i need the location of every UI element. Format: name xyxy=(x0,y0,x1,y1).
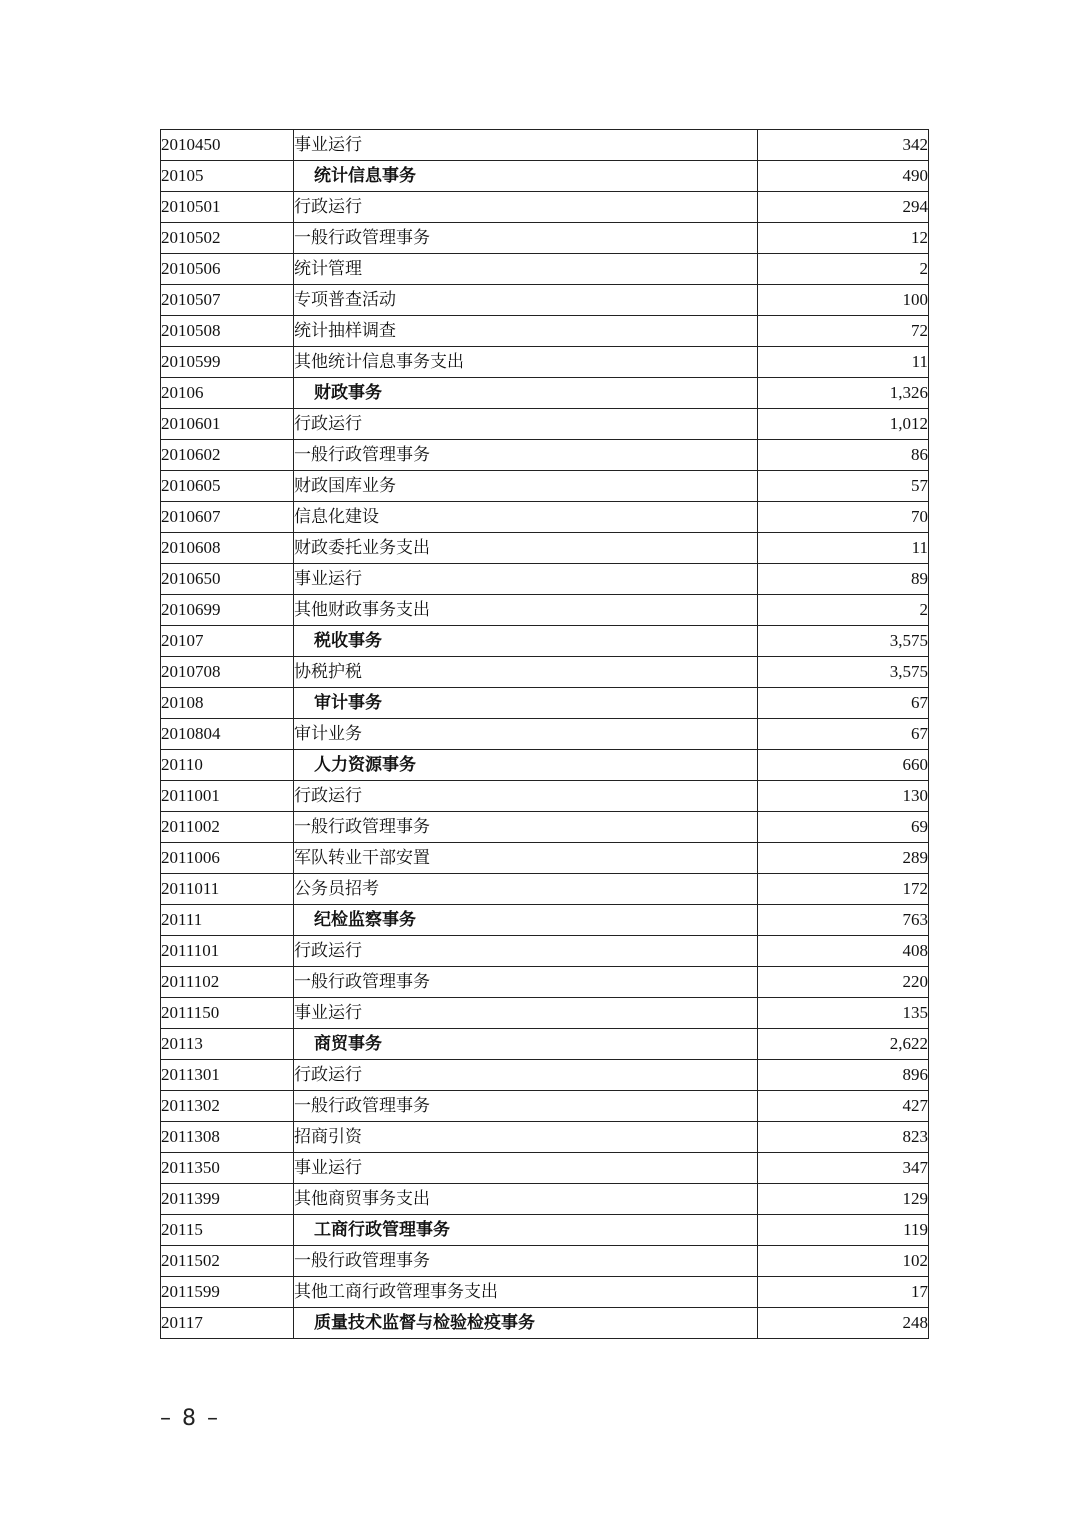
amount-cell: 89 xyxy=(758,564,929,595)
account-code-cell: 2011502 xyxy=(161,1246,294,1277)
table-row xyxy=(161,223,929,254)
account-code-cell: 20117 xyxy=(161,1308,294,1339)
account-code-cell: 2010608 xyxy=(161,533,294,564)
account-name-cell: 一般行政管理事务 xyxy=(294,967,758,998)
amount-cell: 2,622 xyxy=(758,1029,929,1060)
amount-cell: 347 xyxy=(758,1153,929,1184)
account-code-cell: 2011102 xyxy=(161,967,294,998)
account-code-cell: 2010506 xyxy=(161,254,294,285)
account-code-cell: 2011101 xyxy=(161,936,294,967)
table-group-row xyxy=(161,688,929,719)
account-name-cell: 其他工商行政管理事务支出 xyxy=(294,1277,758,1308)
amount-cell: 1,012 xyxy=(758,409,929,440)
amount-cell: 220 xyxy=(758,967,929,998)
account-name-cell: 一般行政管理事务 xyxy=(294,1246,758,1277)
account-code-cell: 2010708 xyxy=(161,657,294,688)
account-code-cell: 2010599 xyxy=(161,347,294,378)
amount-cell: 70 xyxy=(758,502,929,533)
table-row xyxy=(161,192,929,223)
account-name-cell: 一般行政管理事务 xyxy=(294,440,758,471)
account-name-cell: 事业运行 xyxy=(294,564,758,595)
table-row xyxy=(161,1153,929,1184)
table-row xyxy=(161,1184,929,1215)
account-code-cell: 2010601 xyxy=(161,409,294,440)
table-row xyxy=(161,564,929,595)
account-code-cell: 2011350 xyxy=(161,1153,294,1184)
account-name-cell: 财政事务 xyxy=(294,378,758,409)
account-code-cell: 2011399 xyxy=(161,1184,294,1215)
table-row xyxy=(161,130,929,161)
table-group-row xyxy=(161,161,929,192)
amount-cell: 896 xyxy=(758,1060,929,1091)
account-code-cell: 2010501 xyxy=(161,192,294,223)
amount-cell: 1,326 xyxy=(758,378,929,409)
account-code-cell: 2010507 xyxy=(161,285,294,316)
amount-cell: 823 xyxy=(758,1122,929,1153)
account-name-cell: 协税护税 xyxy=(294,657,758,688)
amount-cell: 57 xyxy=(758,471,929,502)
amount-cell: 72 xyxy=(758,316,929,347)
table-row xyxy=(161,936,929,967)
table-row xyxy=(161,1277,929,1308)
table-row xyxy=(161,471,929,502)
amount-cell: 660 xyxy=(758,750,929,781)
account-code-cell: 2010450 xyxy=(161,130,294,161)
account-name-cell: 行政运行 xyxy=(294,936,758,967)
account-name-cell: 行政运行 xyxy=(294,409,758,440)
account-code-cell: 2010699 xyxy=(161,595,294,626)
account-code-cell: 2010502 xyxy=(161,223,294,254)
account-name-cell: 审计业务 xyxy=(294,719,758,750)
account-code-cell: 20107 xyxy=(161,626,294,657)
account-name-cell: 其他财政事务支出 xyxy=(294,595,758,626)
account-code-cell: 2011599 xyxy=(161,1277,294,1308)
account-name-cell: 一般行政管理事务 xyxy=(294,812,758,843)
account-name-cell: 统计抽样调查 xyxy=(294,316,758,347)
amount-cell: 67 xyxy=(758,719,929,750)
budget-table-body xyxy=(161,130,929,1339)
account-name-cell: 行政运行 xyxy=(294,781,758,812)
table-row xyxy=(161,781,929,812)
account-name-cell: 财政国库业务 xyxy=(294,471,758,502)
amount-cell: 86 xyxy=(758,440,929,471)
table-row xyxy=(161,440,929,471)
amount-cell: 11 xyxy=(758,347,929,378)
table-row xyxy=(161,595,929,626)
account-code-cell: 2011011 xyxy=(161,874,294,905)
amount-cell: 172 xyxy=(758,874,929,905)
amount-cell: 248 xyxy=(758,1308,929,1339)
amount-cell: 3,575 xyxy=(758,657,929,688)
account-name-cell: 行政运行 xyxy=(294,192,758,223)
account-code-cell: 20105 xyxy=(161,161,294,192)
account-name-cell: 一般行政管理事务 xyxy=(294,223,758,254)
account-code-cell: 2011302 xyxy=(161,1091,294,1122)
account-name-cell: 专项普查活动 xyxy=(294,285,758,316)
account-name-cell: 行政运行 xyxy=(294,1060,758,1091)
amount-cell: 3,575 xyxy=(758,626,929,657)
table-row xyxy=(161,285,929,316)
page-number: – 8 – xyxy=(160,1406,220,1431)
amount-cell: 102 xyxy=(758,1246,929,1277)
table-group-row xyxy=(161,905,929,936)
table-row xyxy=(161,533,929,564)
account-name-cell: 工商行政管理事务 xyxy=(294,1215,758,1246)
table-row xyxy=(161,657,929,688)
account-name-cell: 事业运行 xyxy=(294,130,758,161)
table-row xyxy=(161,812,929,843)
table-row xyxy=(161,1122,929,1153)
account-name-cell: 其他商贸事务支出 xyxy=(294,1184,758,1215)
table-row xyxy=(161,967,929,998)
account-name-cell: 商贸事务 xyxy=(294,1029,758,1060)
table-row xyxy=(161,347,929,378)
account-code-cell: 20115 xyxy=(161,1215,294,1246)
account-code-cell: 2010650 xyxy=(161,564,294,595)
table-row xyxy=(161,409,929,440)
amount-cell: 130 xyxy=(758,781,929,812)
amount-cell: 408 xyxy=(758,936,929,967)
table-row xyxy=(161,719,929,750)
table-group-row xyxy=(161,1215,929,1246)
table-row xyxy=(161,843,929,874)
account-code-cell: 2011301 xyxy=(161,1060,294,1091)
account-name-cell: 统计信息事务 xyxy=(294,161,758,192)
account-code-cell: 20108 xyxy=(161,688,294,719)
table-row xyxy=(161,1246,929,1277)
table-group-row xyxy=(161,1029,929,1060)
table-row xyxy=(161,502,929,533)
account-code-cell: 20106 xyxy=(161,378,294,409)
account-name-cell: 事业运行 xyxy=(294,998,758,1029)
amount-cell: 12 xyxy=(758,223,929,254)
account-name-cell: 人力资源事务 xyxy=(294,750,758,781)
account-code-cell: 2010607 xyxy=(161,502,294,533)
table-row xyxy=(161,1091,929,1122)
amount-cell: 100 xyxy=(758,285,929,316)
table-row xyxy=(161,316,929,347)
amount-cell: 135 xyxy=(758,998,929,1029)
account-code-cell: 2010602 xyxy=(161,440,294,471)
table-group-row xyxy=(161,626,929,657)
account-code-cell: 20111 xyxy=(161,905,294,936)
amount-cell: 342 xyxy=(758,130,929,161)
budget-table xyxy=(160,129,929,1339)
account-name-cell: 统计管理 xyxy=(294,254,758,285)
amount-cell: 294 xyxy=(758,192,929,223)
account-name-cell: 信息化建设 xyxy=(294,502,758,533)
amount-cell: 11 xyxy=(758,533,929,564)
amount-cell: 17 xyxy=(758,1277,929,1308)
table-group-row xyxy=(161,1308,929,1339)
amount-cell: 763 xyxy=(758,905,929,936)
account-name-cell: 军队转业干部安置 xyxy=(294,843,758,874)
account-code-cell: 20110 xyxy=(161,750,294,781)
table-row xyxy=(161,254,929,285)
amount-cell: 119 xyxy=(758,1215,929,1246)
account-code-cell: 2011308 xyxy=(161,1122,294,1153)
amount-cell: 129 xyxy=(758,1184,929,1215)
account-name-cell: 税收事务 xyxy=(294,626,758,657)
account-name-cell: 财政委托业务支出 xyxy=(294,533,758,564)
amount-cell: 67 xyxy=(758,688,929,719)
account-name-cell: 纪检监察事务 xyxy=(294,905,758,936)
account-code-cell: 2010804 xyxy=(161,719,294,750)
account-code-cell: 2011150 xyxy=(161,998,294,1029)
account-name-cell: 其他统计信息事务支出 xyxy=(294,347,758,378)
account-code-cell: 2010508 xyxy=(161,316,294,347)
account-code-cell: 2010605 xyxy=(161,471,294,502)
account-code-cell: 2011006 xyxy=(161,843,294,874)
account-name-cell: 质量技术监督与检验检疫事务 xyxy=(294,1308,758,1339)
table-row xyxy=(161,874,929,905)
amount-cell: 289 xyxy=(758,843,929,874)
amount-cell: 490 xyxy=(758,161,929,192)
account-name-cell: 事业运行 xyxy=(294,1153,758,1184)
account-name-cell: 公务员招考 xyxy=(294,874,758,905)
table-group-row xyxy=(161,750,929,781)
account-name-cell: 审计事务 xyxy=(294,688,758,719)
account-code-cell: 20113 xyxy=(161,1029,294,1060)
account-code-cell: 2011001 xyxy=(161,781,294,812)
account-code-cell: 2011002 xyxy=(161,812,294,843)
amount-cell: 2 xyxy=(758,595,929,626)
table-row xyxy=(161,998,929,1029)
table-group-row xyxy=(161,378,929,409)
amount-cell: 427 xyxy=(758,1091,929,1122)
amount-cell: 2 xyxy=(758,254,929,285)
account-name-cell: 招商引资 xyxy=(294,1122,758,1153)
table-row xyxy=(161,1060,929,1091)
account-name-cell: 一般行政管理事务 xyxy=(294,1091,758,1122)
amount-cell: 69 xyxy=(758,812,929,843)
